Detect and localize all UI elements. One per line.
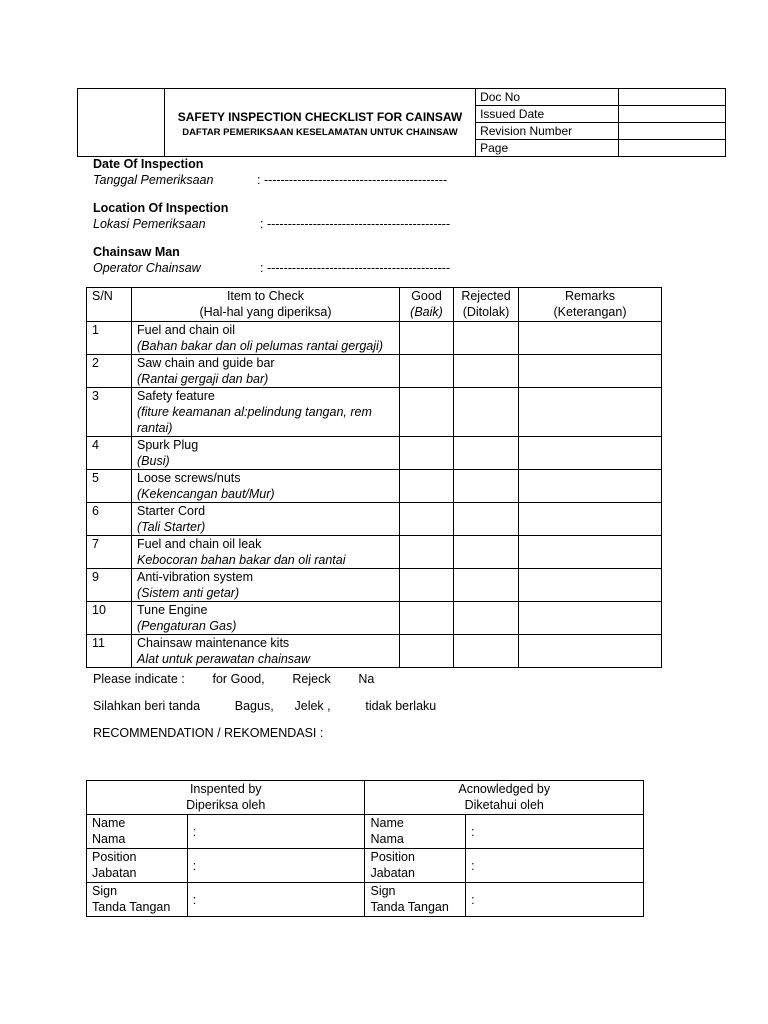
inspected-value-cell[interactable]: : (187, 815, 365, 849)
inspected-label-cell (87, 883, 188, 917)
row-item (132, 569, 400, 602)
row-remarks-cell[interactable] (519, 536, 662, 569)
meta-value-issued-date[interactable] (619, 106, 726, 123)
chainsaw-man-input[interactable]: : -------------------------------------------- (260, 261, 451, 275)
row-sn: 2 (87, 355, 132, 388)
date-of-inspection-input[interactable]: : -------------------------------------------- (257, 173, 448, 187)
row-item-sublabel: (Pengaturan Gas) (137, 619, 237, 633)
row-item-label: Tune Engine (137, 603, 208, 617)
checklist-row (87, 602, 662, 635)
row-rejected-cell[interactable] (454, 388, 519, 437)
inspected-label: Position (92, 850, 137, 864)
acknowledged-by-label: Acnowledged by (458, 782, 551, 796)
header-remarks-sublabel: (Keterangan) (553, 305, 627, 319)
row-remarks-cell[interactable] (519, 470, 662, 503)
row-item (132, 355, 400, 388)
row-good-cell[interactable] (400, 388, 454, 437)
field-sublabel-text: Operator Chainsaw (93, 261, 201, 275)
field-sublabel-text: Tanggal Pemeriksaan (93, 173, 214, 187)
inspected-sublabel: Nama (92, 832, 126, 846)
row-item-sublabel: (Busi) (137, 454, 170, 468)
inspected-label-cell (87, 815, 188, 849)
row-item-sublabel: Alat untuk perawatan chainsaw (137, 652, 311, 666)
row-item-label: Fuel and chain oil leak (137, 537, 262, 551)
row-item-label: Fuel and chain oil (137, 323, 235, 337)
field-label: Date Of Inspection (93, 157, 204, 171)
recommendation-label: RECOMMENDATION / REKOMENDASI : (93, 726, 324, 740)
row-remarks-cell[interactable] (519, 388, 662, 437)
row-rejected-cell[interactable] (454, 536, 519, 569)
row-item-label: Chainsaw maintenance kits (137, 636, 290, 650)
row-item-sublabel: (Tali Starter) (137, 520, 206, 534)
row-item-sublabel: (Bahan bakar dan oli pelumas rantai gergaji) (137, 339, 383, 353)
row-good-cell[interactable] (400, 602, 454, 635)
signoff-row (87, 883, 644, 917)
acknowledged-label-cell (365, 883, 466, 917)
header-item-sublabel: (Hal-hal yang diperiksa) (199, 305, 332, 319)
row-rejected-cell[interactable] (454, 470, 519, 503)
row-sn: 10 (87, 602, 132, 635)
document-header (77, 88, 726, 157)
row-sn: 5 (87, 470, 132, 503)
header-rejected-sublabel: (Ditolak) (462, 305, 510, 319)
row-item-sublabel: Kebocoran bahan bakar dan oli rantai (137, 553, 346, 567)
inspected-label: Sign (92, 884, 118, 898)
row-item-label: Saw chain and guide bar (137, 356, 275, 370)
header-good-sublabel: (Baik) (410, 305, 443, 319)
row-item-label: Anti-vibration system (137, 570, 254, 584)
acknowledged-label: Sign (370, 884, 396, 898)
document-subtitle: DAFTAR PEMERIKSAAN KESELAMATAN UNTUK CHAINSAW (182, 126, 458, 138)
checklist-row (87, 388, 662, 437)
location-of-inspection-input[interactable]: : -------------------------------------------- (260, 217, 451, 231)
row-remarks-cell[interactable] (519, 569, 662, 602)
checklist-row (87, 470, 662, 503)
acknowledged-value-cell[interactable]: : (466, 849, 644, 883)
row-item (132, 388, 400, 437)
header-rejected (454, 288, 519, 322)
row-item-label: Spurk Plug (137, 438, 199, 452)
row-good-cell[interactable] (400, 322, 454, 355)
signoff-row (87, 815, 644, 849)
row-item-label: Safety feature (137, 389, 215, 403)
row-rejected-cell[interactable] (454, 437, 519, 470)
acknowledged-label: Name (370, 816, 404, 830)
document-title: SAFETY INSPECTION CHECKLIST FOR CAINSAW (177, 109, 463, 124)
row-good-cell[interactable] (400, 635, 454, 668)
row-good-cell[interactable] (400, 536, 454, 569)
row-rejected-cell[interactable] (454, 635, 519, 668)
indicate-note-id: Silahkan beri tanda Bagus, Jelek , tidak berlaku (93, 699, 437, 713)
row-remarks-cell[interactable] (519, 503, 662, 536)
row-good-cell[interactable] (400, 437, 454, 470)
row-sn: 9 (87, 569, 132, 602)
inspected-by-header (87, 781, 365, 815)
row-item-label: Loose screws/nuts (137, 471, 241, 485)
meta-value-revision-number[interactable] (619, 123, 726, 140)
meta-value-page[interactable] (619, 140, 726, 157)
row-item (132, 536, 400, 569)
header-good (400, 288, 454, 322)
title-cell (164, 89, 475, 157)
meta-label-issued-date: Issued Date (476, 106, 619, 123)
acknowledged-label: Position (370, 850, 415, 864)
row-sn: 3 (87, 388, 132, 437)
row-item-label: Starter Cord (137, 504, 206, 518)
row-item-sublabel: (Sistem anti getar) (137, 586, 240, 600)
field-label: Chainsaw Man (93, 245, 180, 259)
row-item (132, 322, 400, 355)
row-remarks-cell[interactable] (519, 355, 662, 388)
row-item (132, 437, 400, 470)
acknowledged-sublabel: Nama (370, 832, 404, 846)
field-sublabel (93, 216, 451, 232)
inspected-sublabel: Jabatan (92, 866, 137, 880)
signoff-header-row (87, 781, 644, 815)
field-chainsaw-man (93, 244, 451, 276)
checklist-row (87, 569, 662, 602)
acknowledged-value-cell[interactable]: : (466, 815, 644, 849)
row-item (132, 470, 400, 503)
acknowledged-by-sublabel: Diketahui oleh (464, 798, 544, 812)
checklist-row (87, 635, 662, 668)
acknowledged-label-cell (365, 815, 466, 849)
row-remarks-cell[interactable] (519, 602, 662, 635)
row-sn: 4 (87, 437, 132, 470)
field-location-of-inspection (93, 200, 451, 232)
checklist-row (87, 503, 662, 536)
row-rejected-cell[interactable] (454, 602, 519, 635)
row-item-sublabel: (Rantai gergaji dan bar) (137, 372, 269, 386)
acknowledged-by-header (365, 781, 644, 815)
inspected-value-cell[interactable]: : (187, 883, 365, 917)
meta-label-doc-no: Doc No (476, 89, 619, 106)
meta-value-doc-no[interactable] (619, 89, 726, 106)
acknowledged-sublabel: Jabatan (370, 866, 415, 880)
header-remarks (519, 288, 662, 322)
signoff-row (87, 849, 644, 883)
row-remarks-cell[interactable] (519, 322, 662, 355)
meta-label-revision-number: Revision Number (476, 123, 619, 140)
acknowledged-value-cell[interactable]: : (466, 883, 644, 917)
acknowledged-label-cell (365, 849, 466, 883)
checklist-row (87, 355, 662, 388)
row-rejected-cell[interactable] (454, 355, 519, 388)
inspected-by-sublabel: Diperiksa oleh (186, 798, 266, 812)
row-sn: 7 (87, 536, 132, 569)
checklist-header-row (87, 288, 662, 322)
row-good-cell[interactable] (400, 569, 454, 602)
logo-cell (78, 89, 165, 157)
field-sublabel (93, 260, 451, 276)
row-rejected-cell[interactable] (454, 322, 519, 355)
inspected-sublabel: Tanda Tangan (92, 900, 171, 914)
acknowledged-sublabel: Tanda Tangan (370, 900, 449, 914)
header-item-label: Item to Check (226, 289, 305, 303)
inspected-by-label: Inspented by (189, 782, 262, 796)
field-sublabel-text: Lokasi Pemeriksaan (93, 217, 206, 231)
field-sublabel (93, 172, 448, 188)
indicate-note: Please indicate : for Good, Rejeck Na (93, 672, 375, 686)
row-sn: 11 (87, 635, 132, 668)
row-sn: 6 (87, 503, 132, 536)
row-item-sublabel: (Kekencangan baut/Mur) (137, 487, 275, 501)
header-sn: S/N (87, 288, 132, 322)
row-good-cell[interactable] (400, 470, 454, 503)
row-sn: 1 (87, 322, 132, 355)
header-item (132, 288, 400, 322)
field-label: Location Of Inspection (93, 201, 229, 215)
checklist-row (87, 437, 662, 470)
meta-label-page: Page (476, 140, 619, 157)
header-rejected-label: Rejected (461, 289, 511, 303)
row-rejected-cell[interactable] (454, 503, 519, 536)
row-item (132, 602, 400, 635)
inspected-label: Name (92, 816, 126, 830)
checklist-table (86, 287, 662, 668)
inspected-value-cell[interactable]: : (187, 849, 365, 883)
row-remarks-cell[interactable] (519, 635, 662, 668)
checklist-row (87, 322, 662, 355)
header-remarks-label: Remarks (564, 289, 615, 303)
header-good-label: Good (411, 289, 442, 303)
field-date-of-inspection (93, 156, 448, 188)
row-item (132, 635, 400, 668)
row-item-sublabel: (fiture keamanan al:pelindung tangan, rem rantai) (137, 405, 372, 435)
row-item (132, 503, 400, 536)
row-rejected-cell[interactable] (454, 569, 519, 602)
signoff-table (86, 780, 644, 917)
row-remarks-cell[interactable] (519, 437, 662, 470)
checklist-row (87, 536, 662, 569)
row-good-cell[interactable] (400, 355, 454, 388)
row-good-cell[interactable] (400, 503, 454, 536)
inspected-label-cell (87, 849, 188, 883)
